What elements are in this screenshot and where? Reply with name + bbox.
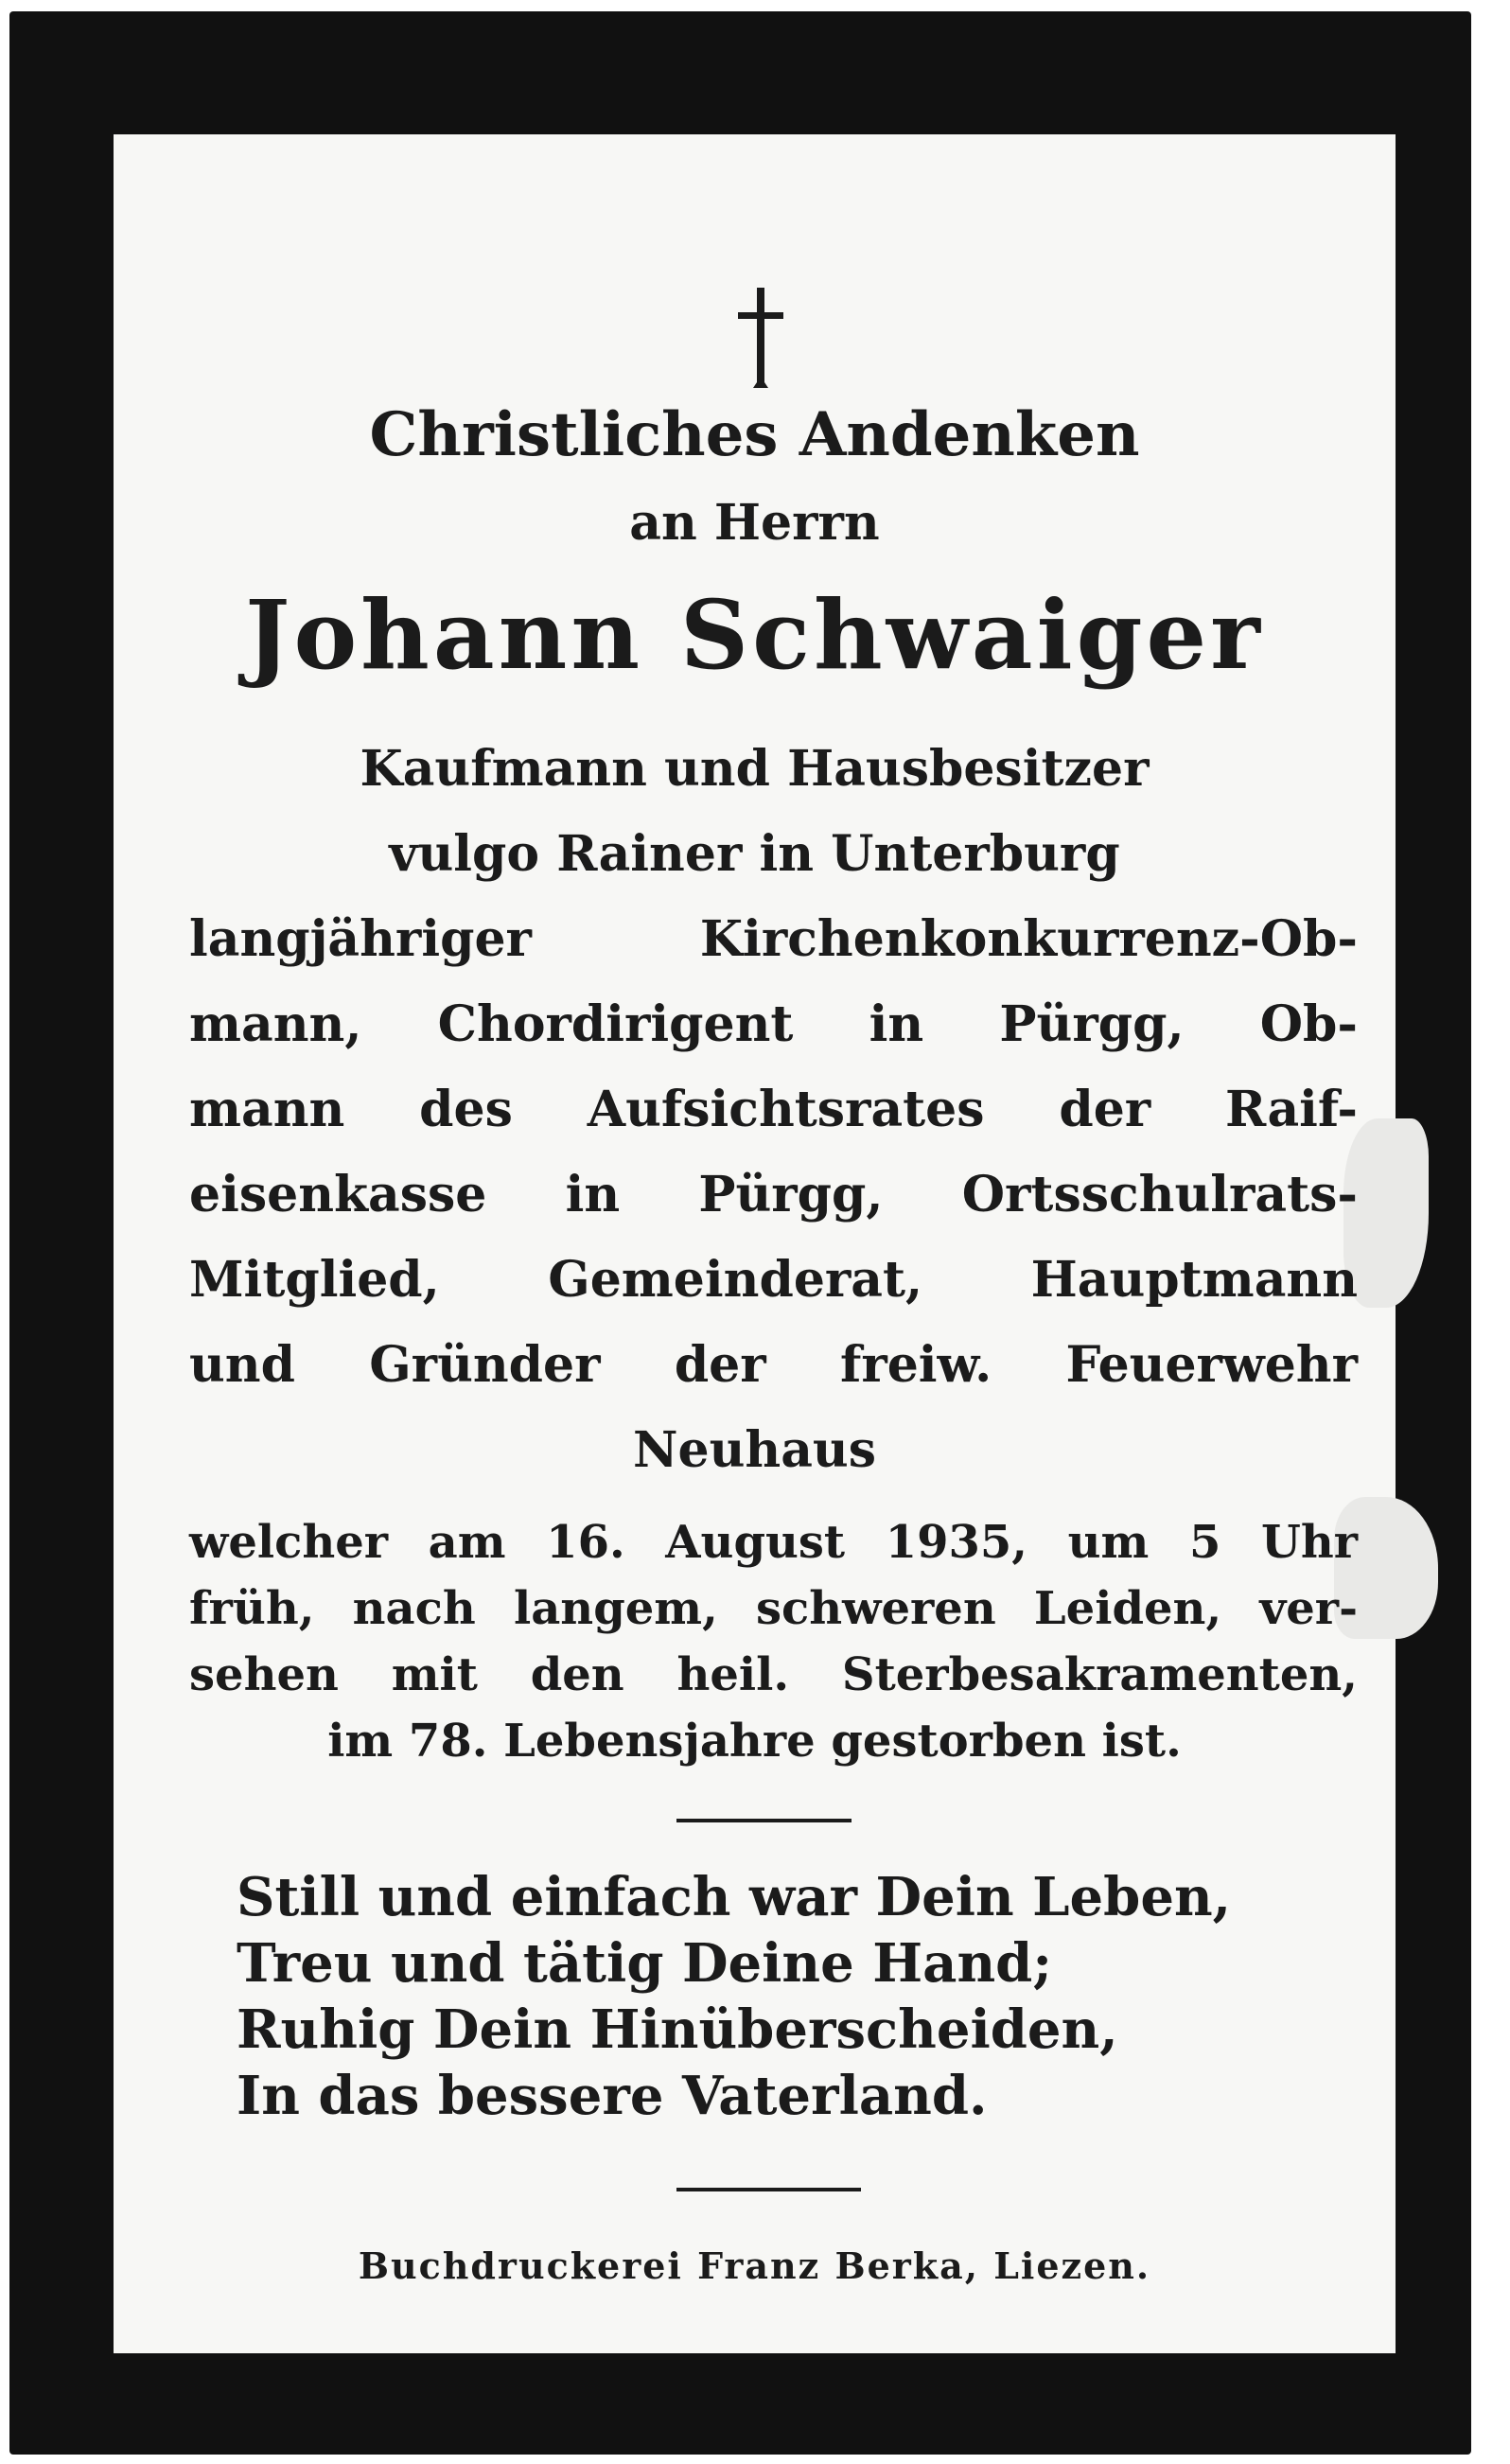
cross-icon — [734, 286, 787, 390]
heading-subtitle: an Herrn — [629, 494, 880, 552]
death-line-2: früh, nach langem, schweren Leiden, ver- — [189, 1582, 1358, 1635]
memorial-card — [9, 11, 1471, 2455]
description-line-5: mann des Aufsichtsrates der Raif- — [189, 1081, 1358, 1138]
death-line-4: im 78. Lebensjahre gestorben ist. — [327, 1715, 1182, 1768]
description-line-1: Kaufmann und Hausbesitzer — [360, 740, 1150, 798]
description-line-2: vulgo Rainer in Unterburg — [389, 825, 1120, 883]
verse-line-4: In das bessere Vaterland. — [237, 2065, 988, 2127]
verse-line-2: Treu und tätig Deine Hand; — [237, 1932, 1053, 1995]
description-line-9: Neuhaus — [632, 1421, 876, 1479]
verse-line-3: Ruhig Dein Hinüberscheiden, — [237, 1998, 1118, 2061]
description-line-8: und Gründer der freiw. Feuerwehr — [189, 1336, 1358, 1394]
death-line-1: welcher am 16. August 1935, um 5 Uhr — [189, 1516, 1358, 1569]
card-paper — [114, 134, 1396, 2353]
description-line-3: langjähriger Kirchenkonkurrenz-Ob- — [189, 910, 1358, 968]
divider-top — [676, 1819, 852, 1822]
printer-imprint: Buchdruckerei Franz Berka, Liezen. — [358, 2244, 1151, 2287]
description-line-6: eisenkasse in Pürgg, Ortsschulrats- — [189, 1166, 1358, 1223]
description-line-7: Mitglied, Gemeinderat, Hauptmann — [189, 1251, 1358, 1309]
death-line-3: sehen mit den heil. Sterbesakramenten, — [189, 1648, 1358, 1701]
verse-line-1: Still und einfach war Dein Leben, — [237, 1866, 1232, 1928]
description-line-4: mann, Chordirigent in Pürgg, Ob- — [189, 995, 1358, 1053]
divider-bottom — [676, 2188, 861, 2191]
deceased-name: Johann Schwaiger — [245, 579, 1264, 691]
heading-title: Christliches Andenken — [369, 399, 1140, 470]
